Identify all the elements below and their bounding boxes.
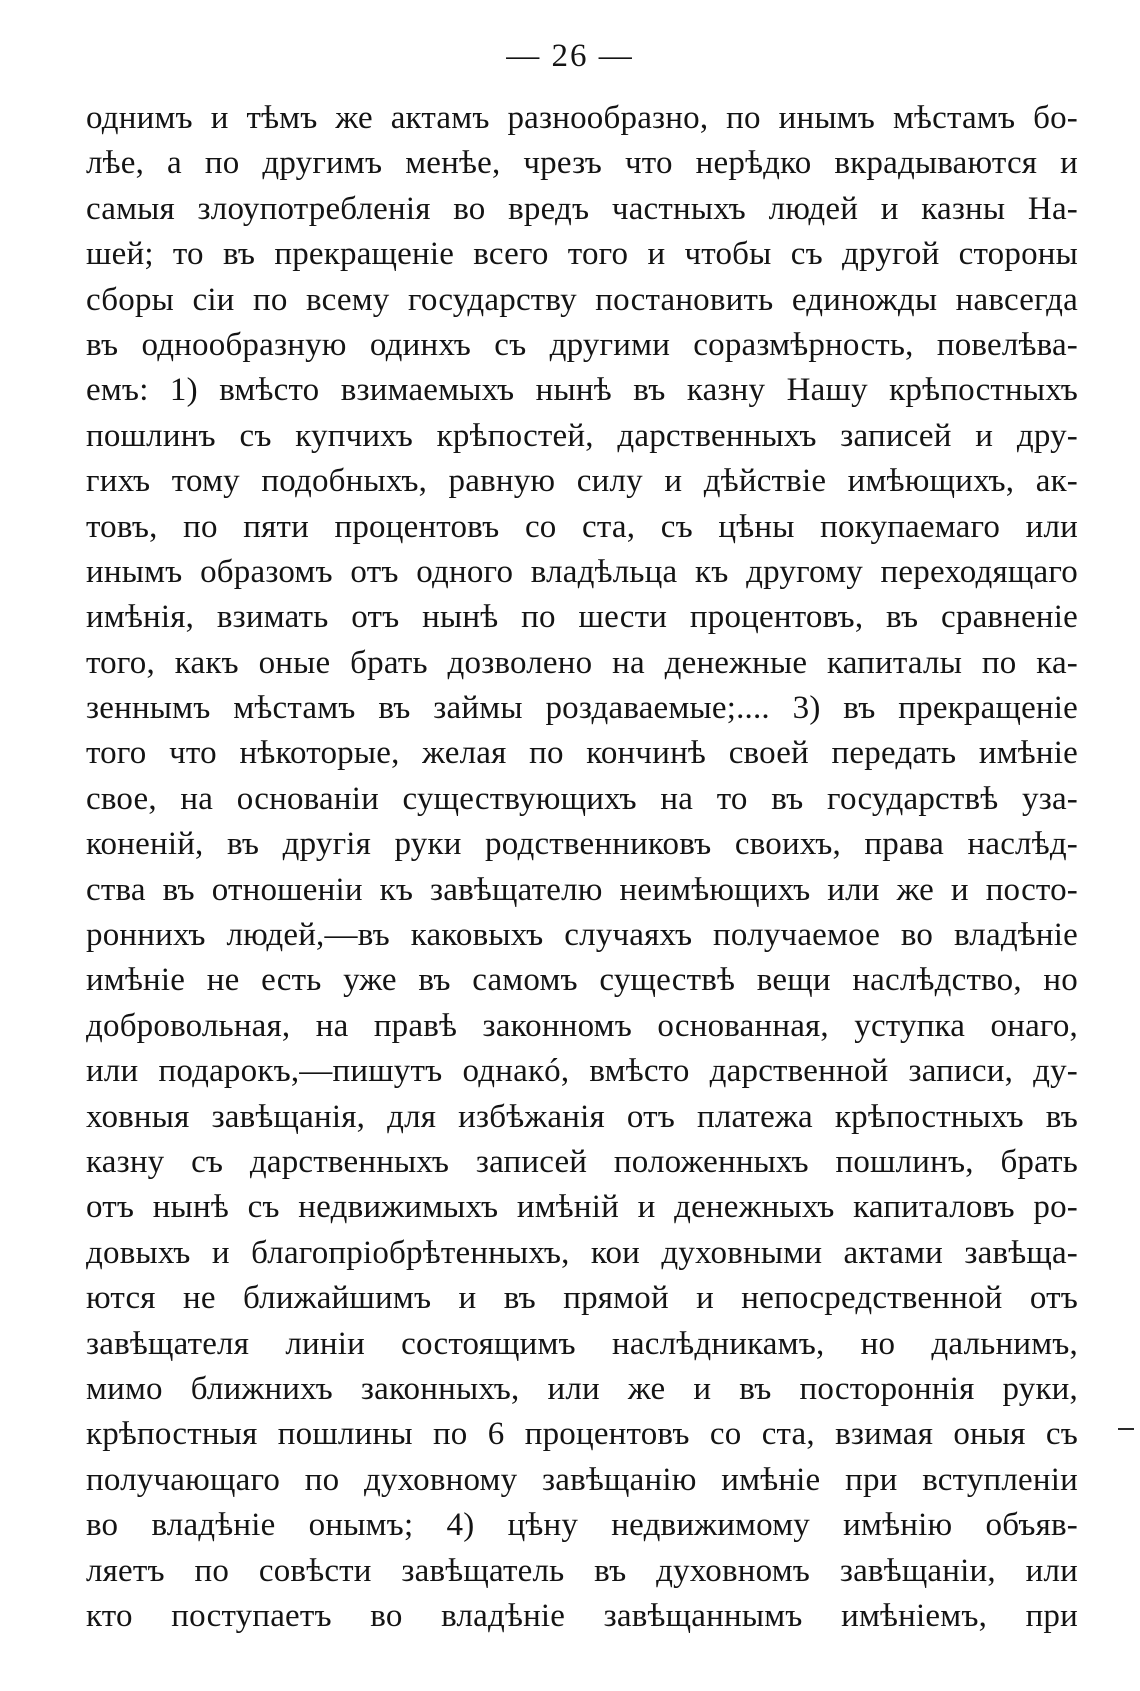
text-line: пошлинъ съ купчихъ крѣпостей, дарственныхъ записей и дру- — [86, 417, 1078, 454]
text-line: инымъ образомъ отъ одного владѣльца къ другому переходящаго — [86, 553, 1078, 590]
text-line: коненій, въ другія руки родственниковъ своихъ, права наслѣд- — [86, 826, 1078, 863]
text-line: имѣнія, взимать отъ нынѣ по шести процентовъ, въ сравненіе — [86, 599, 1078, 636]
text-line: во владѣніе онымъ; 4) цѣну недвижимому имѣнію объяв- — [86, 1507, 1078, 1544]
text-line: ляетъ по совѣсти завѣщатель въ духовномъ завѣщаніи, или — [86, 1552, 1078, 1589]
text-line: ства въ отношеніи къ завѣщателю неимѣющихъ или же и посто- — [86, 871, 1078, 908]
page-body-text — [86, 96, 1078, 1639]
text-line: товъ, по пяти процентовъ со ста, съ цѣны покупаемаго или — [86, 508, 1078, 545]
text-line: гихъ тому подобныхъ, равную силу и дѣйствіе имѣющихъ, ак- — [86, 463, 1078, 500]
text-line: казну съ дарственныхъ записей положенныхъ пошлинъ, брать — [86, 1143, 1078, 1180]
text-line: мимо ближнихъ законныхъ, или же и въ постороннія руки, — [86, 1370, 1078, 1407]
text-line: въ однообразную одинхъ съ другими соразмѣрность, повелѣва- — [86, 326, 1078, 363]
text-line: сборы сіи по всему государству постановить единожды навсегда — [86, 281, 1078, 318]
text-line: лѣе, а по другимъ менѣе, чрезъ что нерѣдко вкрадываются и — [86, 145, 1078, 182]
text-line: однимъ и тѣмъ же актамъ разнообразно, по инымъ мѣстамъ бо- — [86, 100, 1078, 136]
page-number: — 26 — — [506, 38, 634, 74]
text-line: получающаго по духовному завѣщанію имѣніе при вступленіи — [86, 1461, 1078, 1498]
margin-dash-mark — [1118, 1428, 1134, 1430]
text-line: завѣщателя линіи состоящимъ наслѣдникамъ, но дальнимъ, — [86, 1325, 1078, 1362]
text-line: ховныя завѣщанія, для избѣжанія отъ платежа крѣпостныхъ въ — [86, 1098, 1078, 1135]
text-line: того что нѣкоторые, желая по кончинѣ своей передать имѣніе — [86, 735, 1078, 772]
text-line: самыя злоупотребленія во вредъ частныхъ людей и казны На- — [86, 190, 1078, 227]
text-line: роннихъ людей,—въ каковыхъ случаяхъ получаемое во владѣніе — [86, 917, 1078, 954]
text-line: крѣпостныя пошлины по 6 процентовъ со ста, взимая оныя съ — [86, 1416, 1078, 1453]
text-line: шей; то въ прекращеніе всего того и чтобы съ другой стороны — [86, 236, 1078, 273]
text-line: емъ: 1) вмѣсто взимаемыхъ нынѣ въ казну Нашу крѣпостныхъ — [86, 372, 1078, 409]
text-line: ются не ближайшимъ и въ прямой и непосредственной отъ — [86, 1280, 1078, 1317]
text-line: зеннымъ мѣстамъ въ займы роздаваемые;.... 3) въ прекращеніе — [86, 690, 1078, 727]
text-line: или подарокъ,—пишутъ однакó, вмѣсто дарственной записи, ду- — [86, 1053, 1078, 1090]
text-line: довыхъ и благопріобрѣтенныхъ, кои духовными актами завѣща- — [86, 1234, 1078, 1271]
text-line: того, какъ оные брать дозволено на денежные капиталы по ка- — [86, 644, 1078, 681]
text-line: свое, на основаніи существующихъ на то въ государствѣ уза- — [86, 780, 1078, 817]
text-line: кто поступаетъ во владѣніе завѣщаннымъ имѣніемъ, при — [86, 1597, 1078, 1634]
text-line: отъ нынѣ съ недвижимыхъ имѣній и денежныхъ капиталовъ ро- — [86, 1189, 1078, 1226]
text-line: имѣніе не есть уже въ самомъ существѣ вещи наслѣдство, но — [86, 962, 1078, 999]
text-line: добровольная, на правѣ законномъ основанная, уступка онаго, — [86, 1007, 1078, 1044]
